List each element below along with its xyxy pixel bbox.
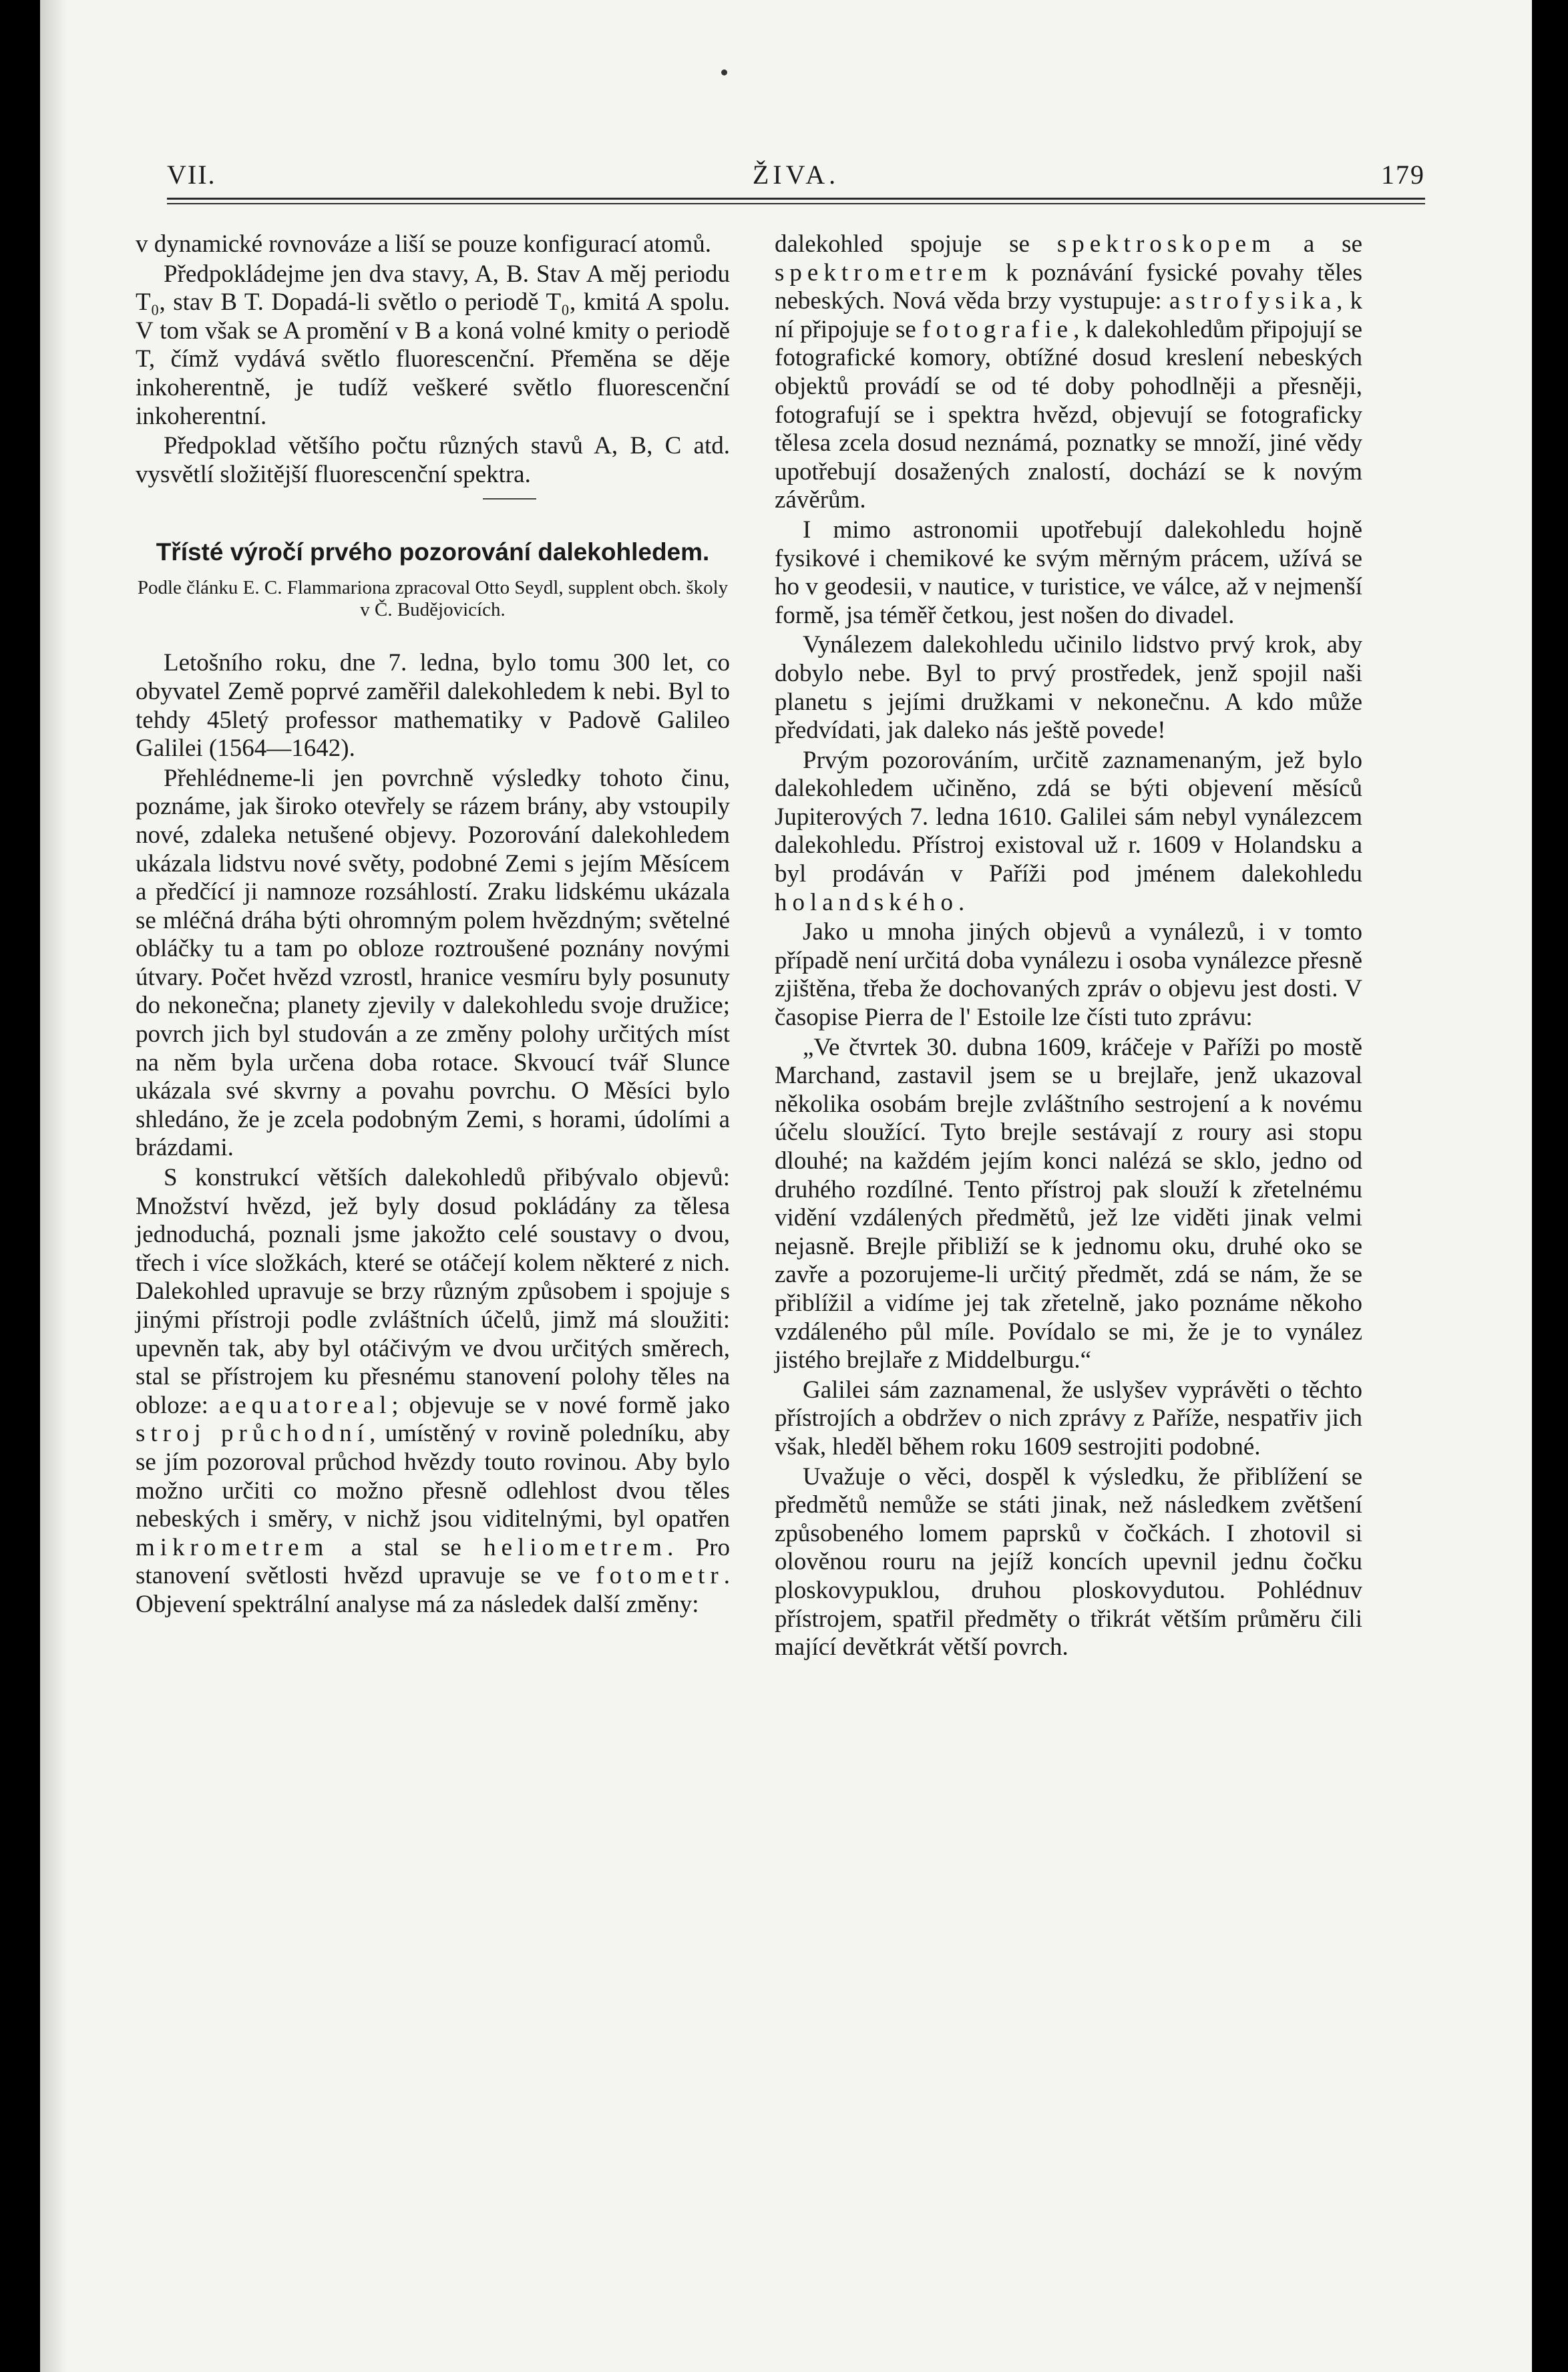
paragraph: Přehlédneme-li jen povrchně výsledky tohoto činu, poznáme, jak široko otevřely se rázem brány, aby vstoupily nové, zdaleka netušené objevy. Pozorování dalekohledem ukázala lidstvu nové světy, podobné Zemi s jejím Měsícem a předčící ji namnoze rozsáhlostí. Zraku lidskému ukázala se mléčná dráha býti ohromným polem hvězdným; světelné obláčky tu a tam po obloze roztroušené poznány novými útvary. Počet hvězd vzrostl, hranice vesmíru byly posunuty do nekonečna; planety zjevily v dalekohledu svoje družice; povrch jich byl studován a ze změny polohy určitých míst na něm byla určena doba rotace. Skvoucí tvář Slunce ukázala své skvrny a povahu povrchu. O Měsíci bylo shledáno, že je zcela podobným Zemi, s horami, údolími a brázdami. (136, 764, 730, 1162)
term-astrofysika: astrofysika (1169, 287, 1337, 315)
paragraph: Prvým pozorováním, určitě zaznamenaným, jež bylo dalekohledem učiněno, zdá se býti objevení měsíců Jupiterových 7. ledna 1610. Galilei sám nebyl vynálezcem dalekohledu. Přístroj existoval už r. 1609 v Holandsku a byl prodáván v Paříži pod jménem dalekohledu holandského. (775, 746, 1362, 916)
article-heading: Třísté výročí prvého pozorování dalekohledem. (156, 538, 710, 566)
paragraph: Letošního roku, dne 7. ledna, bylo tomu 300 let, co obyvatel Země poprvé zaměřil dalekohledem k nebi. Byl to tehdy 45letý professor mathematiky v Padově Galileo Galilei (1564—1642). (136, 649, 730, 763)
paragraph: Uvažuje o věci, dospěl k výsledku, že přiblížení se předmětů nemůže se státi jinak, než následkem zvětšení způsobeného lomem paprsků v čočkách. I zhotovil si olověnou rouru na jejíž koncích upevnil jednu čočku ploskovypuklou, druhou ploskovydutou. Pohlédnuv přístrojem, spatřil předměty o třikrát větším průměru čili mající devětkrát větší povrch. (775, 1462, 1362, 1661)
left-column (136, 230, 730, 1619)
term-heliometr: heliometrem (483, 1533, 668, 1561)
header-rule-thin (167, 203, 1425, 204)
term-spektrometr: spektrometrem (775, 258, 992, 286)
ink-speck (721, 69, 727, 75)
running-header (167, 155, 1425, 195)
term-spektroskop: spektroskopem (1056, 230, 1276, 258)
section-divider (483, 498, 536, 500)
article-byline: Podle článku E. C. Flammariona zpracoval Otto Seydl, supplent obch. školy v Č. Budějovicích. (137, 577, 729, 621)
paragraph: I mimo astronomii upotřebují dalekohledu hojně fysikové i chemikové ke svým měrným prácem, užívá se ho v geodesii, v nautice, v turistice, ve válce, až v nejmenší formě, jsa téměř četkou, jest nošen do divadel. (775, 516, 1362, 629)
paragraph: Galilei sám zaznamenal, že uslyšev vyprávěti o těchto přístrojích a obdržev o nich zprávy z Paříže, nespatřiv jich však, hleděl během roku 1609 sestrojiti podobné. (775, 1376, 1362, 1460)
paragraph: Vynálezem dalekohledu učinilo lidstvo prvý krok, aby dobylo nebe. Byl to prvý prostředek, jenž spojil naši planetu s jejími družkami v nekonečnu. A kdo může předvídati, jak daleko nás ještě povede! (775, 631, 1362, 745)
term-fotometr: fotometr (596, 1562, 724, 1590)
right-column (775, 230, 1362, 1662)
page-number: 179 (1381, 160, 1425, 190)
paragraph: v dynamické rovnováze a liší se pouze konfigurací atomů. (136, 230, 712, 258)
journal-title: ŽIVA. (752, 160, 840, 190)
paragraph: Předpokládejme jen dva stavy, A, B. Stav A měj periodu T₀, stav B T. Dopadá-li světlo o periodě T₀, kmitá A spolu. V tom však se A promění v B a koná volné kmity o periodě T, čímž vydává světlo fluorescenční. Přeměna se děje inkoherentně, je tudíž veškeré světlo fluorescenční inkoherentní. (136, 260, 730, 430)
paragraph: Jako u mnoha jiných objevů a vynálezů, i v tomto případě není určitá doba vynálezu i osoba vynálezce přesně zjištěna, třeba že dochovaných zpráv o objevu jest dosti. V časopise Pierra de l' Estoile lze čísti tuto zprávu: (775, 918, 1362, 1032)
scanned-page (40, 0, 1532, 2372)
term-holandskeho: holandského (775, 888, 959, 916)
paragraph: dalekohled spojuje se spektroskopem a se spektrometrem k poznávání fysické povahy těles nebeských. Nová věda brzy vystupuje: astrofysika, k ní připojuje se fotografie, k dalekohledům připojují se fotografické komory, obtížné dosud kreslení nebeských objektů provádí se od té doby pohodlněji a přesněji, fotografují se i spektra hvězd, objevují se fotograficky tělesa zcela dosud neznámá, poznatky se množí, jiné vědy upotřebují dosažených znalostí, dochází se k novým závěrům. (775, 230, 1363, 514)
paragraph: S konstrukcí větších dalekohledů přibývalo objevů: Množství hvězd, jež byly dosud pokládány za tělesa jednoduchá, poznali jsme jakožto celé soustavy o dvou, třech i více složkách, které se otáčejí kolem některé z nich. Dalekohled upravuje se brzy různým způsobem i spojuje s jinými přístroji podle zvláštních účelů, jimž má sloužiti: upevněn tak, aby byl otáčivým ve dvou určitých směrech, stal se přístrojem ku přesnému stanovení polohy těles na obloze: aequatoreal; objevuje se v nové formě jako stroj průchodní, umístěný v rovině poledníku, aby se jím pozoroval průchod hvězdy touto rovinou. Aby bylo možno určiti co možno přesně odlehlost dvou těles nebeských i směry, v nichž jsou viditelnými, byl opatřen mikrometrem a stal se heliometrem. Pro stanovení světlosti hvězd upravuje se ve fotometr. Objevení spektrální analyse má za následek další změny: (136, 1164, 730, 1618)
term-stroj-pruchodni: stroj průchodní (136, 1420, 370, 1448)
term-mikrometr: mikrometrem (136, 1533, 329, 1561)
header-rule (167, 198, 1425, 200)
term-aequatoreal: aequatoreal (218, 1391, 392, 1419)
volume-number: VII. (167, 160, 216, 190)
quotation: „Ve čtvrtek 30. dubna 1609, kráčeje v Paříži po mostě Marchand, zastavil jsem se u brejlaře, jenž ukazoval několika osobám brejle zvláštního sestrojení a k novému účelu sloužící. Tyto brejle sestávají z roury asi stopu dlouhé; na každém jejím konci nalézá se sklo, jedno od druhého rozdílné. Tento přístroj pak slouží k zřetelnému vidění vzdálených předmětů, jež lze viděti jinak velmi nejasně. Brejle přibliží se k jednomu oku, druhé oko se zavře a pozorujeme-li určitý předmět, zdá se nám, že se přiblížil a vidíme jej tak zřetelně, jako poznáme někoho vzdáleného půl míle. Povídalo se mi, že je to vynález jistého brejlaře z Middelburgu.“ (775, 1033, 1362, 1374)
term-fotografie: fotografie (922, 315, 1074, 343)
paragraph: Předpoklad většího počtu různých stavů A, B, C atd. vysvětlí složitější fluorescenční spektra. (136, 432, 730, 488)
